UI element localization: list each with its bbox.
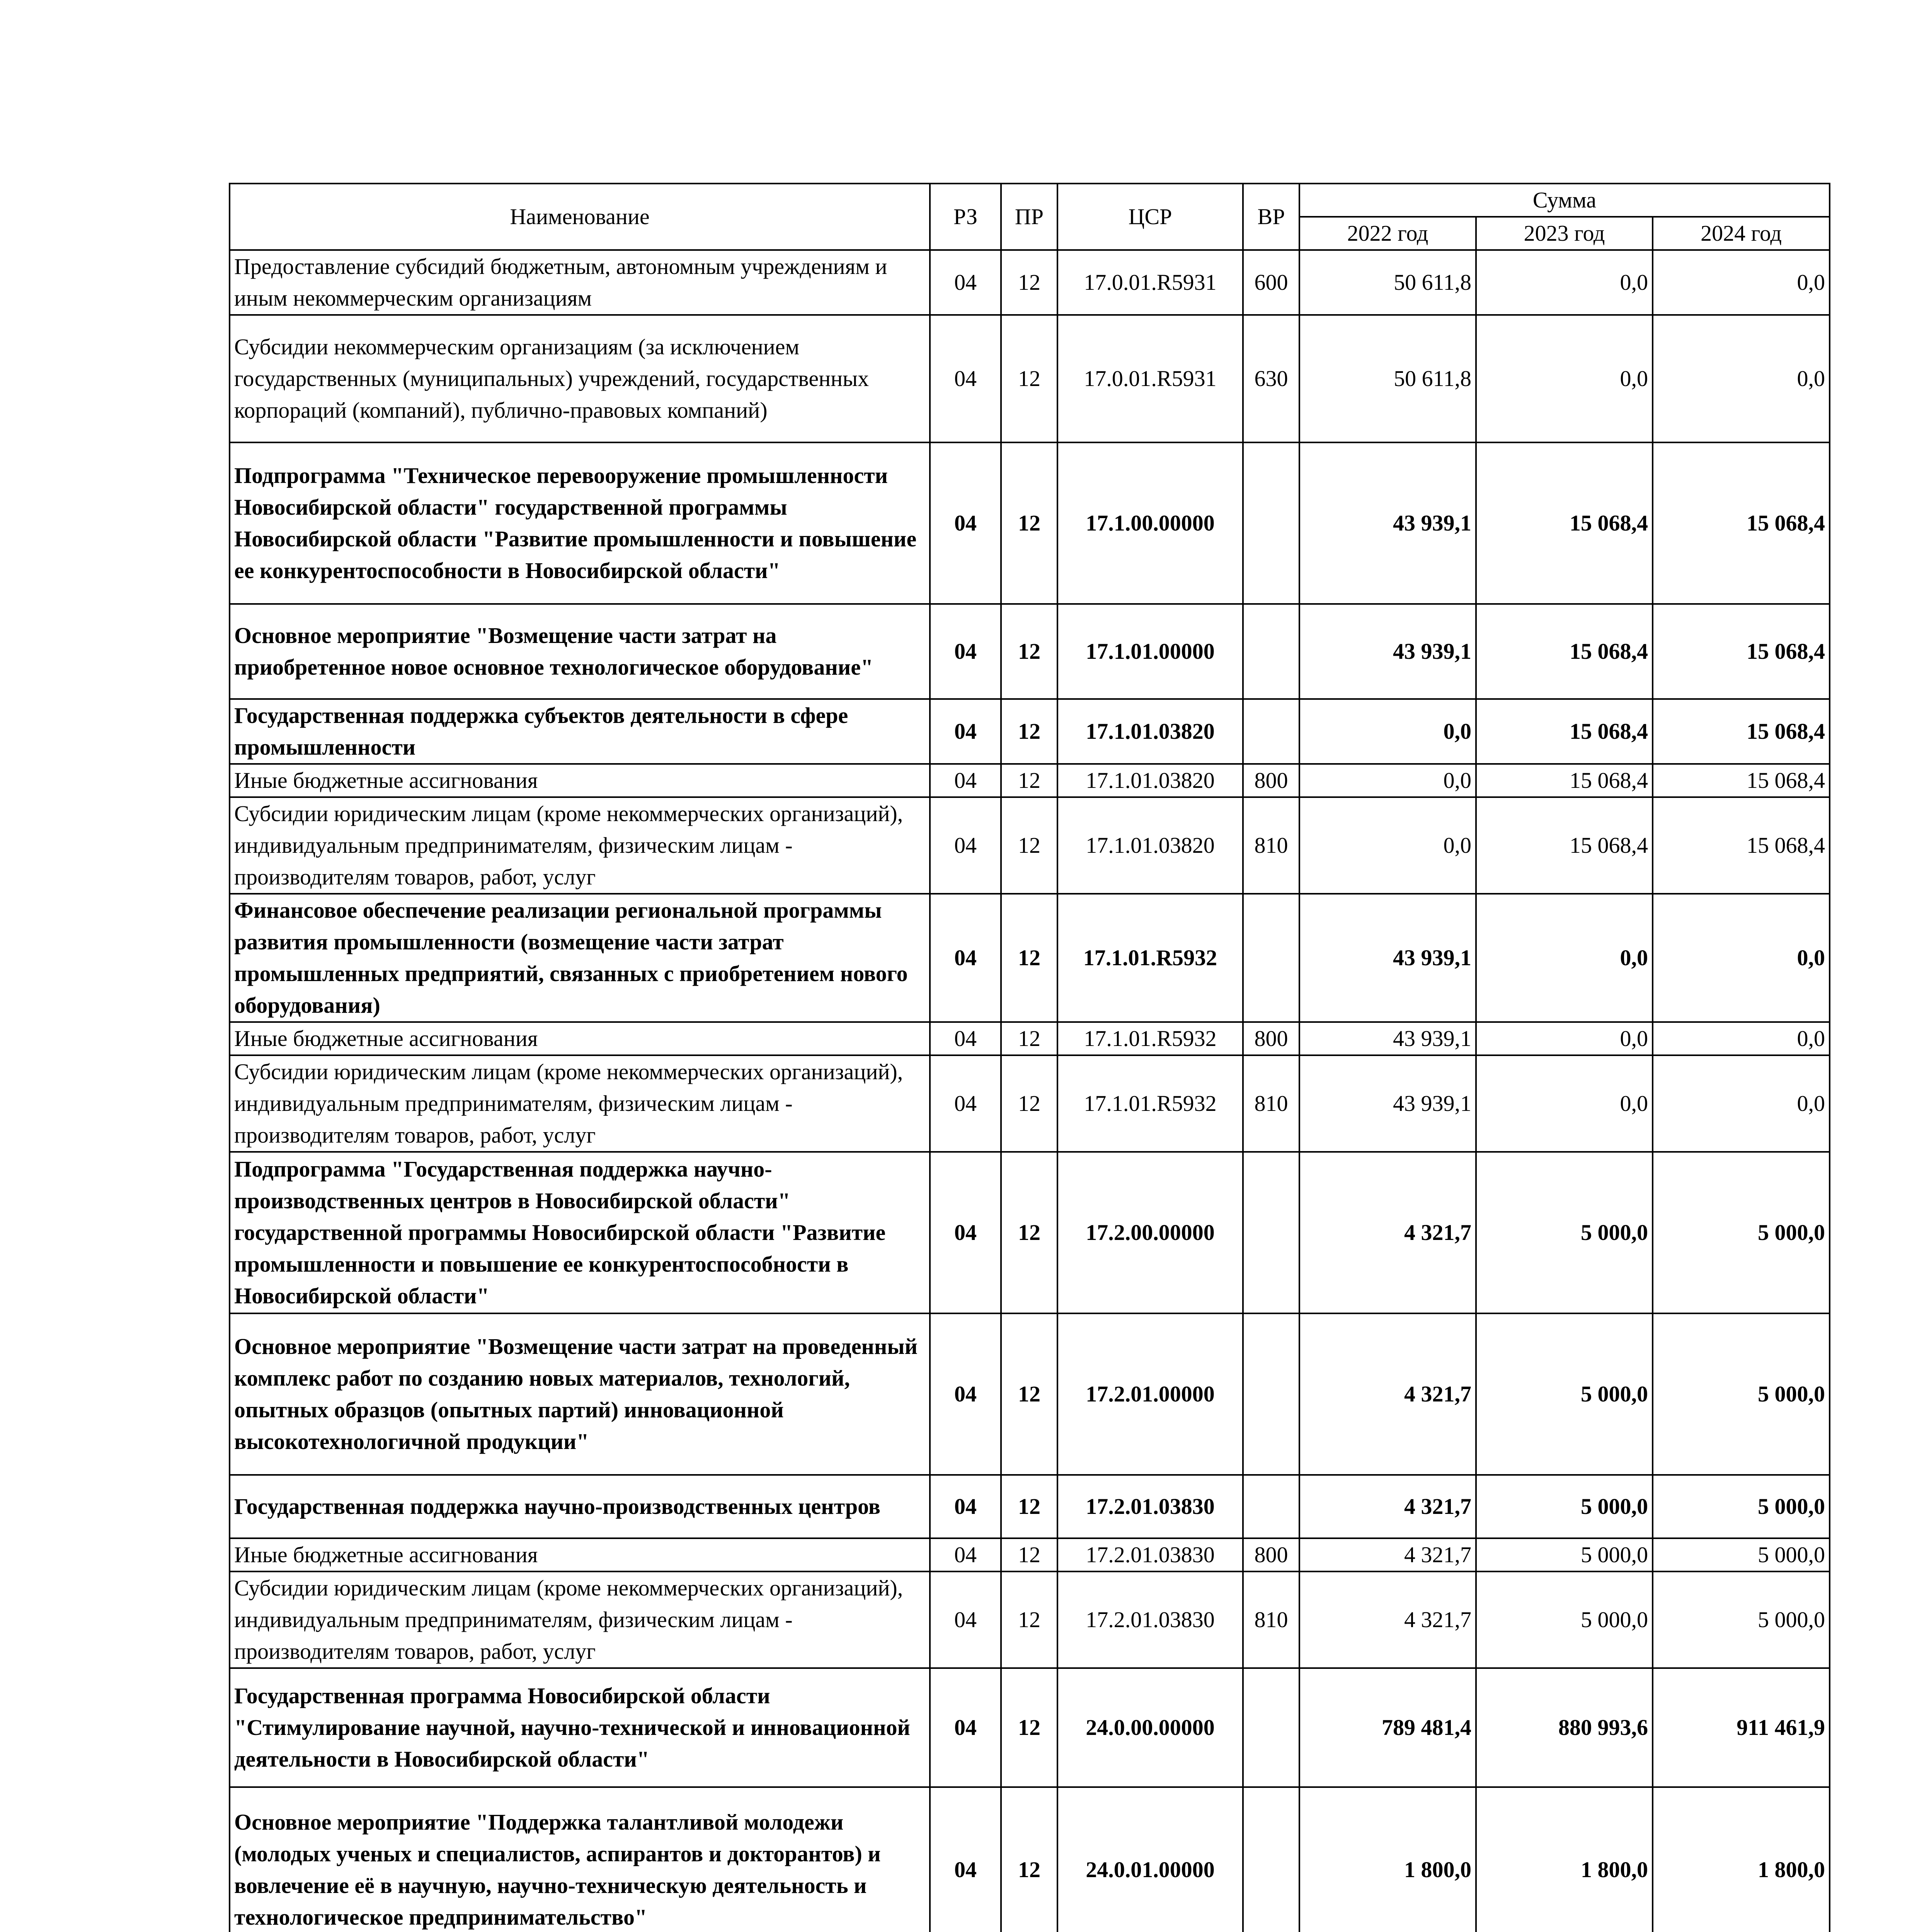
cell-2022: 4 321,7 bbox=[1299, 1152, 1476, 1313]
table-row bbox=[230, 1538, 1830, 1571]
cell-csr: 17.2.00.00000 bbox=[1057, 1152, 1243, 1313]
cell-rz: 04 bbox=[930, 1313, 1001, 1475]
cell-vr: 800 bbox=[1243, 764, 1299, 797]
cell-name: Иные бюджетные ассигнования bbox=[230, 1538, 930, 1571]
cell-vr: 810 bbox=[1243, 797, 1299, 894]
cell-name: Подпрограмма "Государственная поддержка научно-производственных центров в Новосибирской области" государственной программы Новосибирской области "Развитие промышленности и повышение ее конкурентоспособности в Новосибирской области" bbox=[230, 1152, 930, 1313]
cell-2023: 15 068,4 bbox=[1476, 442, 1653, 604]
cell-2022: 1 800,0 bbox=[1299, 1787, 1476, 1932]
header-year-2023: 2023 год bbox=[1476, 217, 1653, 250]
cell-csr: 17.2.01.03830 bbox=[1057, 1571, 1243, 1668]
cell-2023: 5 000,0 bbox=[1476, 1571, 1653, 1668]
cell-name: Субсидии юридическим лицам (кроме некоммерческих организаций), индивидуальным предпринимателям, физическим лицам - производителям товаров, работ, услуг bbox=[230, 1571, 930, 1668]
table-row bbox=[230, 1668, 1830, 1787]
cell-2022: 50 611,8 bbox=[1299, 315, 1476, 442]
cell-2023: 5 000,0 bbox=[1476, 1313, 1653, 1475]
cell-2024: 5 000,0 bbox=[1653, 1538, 1830, 1571]
cell-2023: 0,0 bbox=[1476, 250, 1653, 315]
cell-name: Субсидии юридическим лицам (кроме некоммерческих организаций), индивидуальным предпринимателям, физическим лицам - производителям товаров, работ, услуг bbox=[230, 1055, 930, 1152]
table-row bbox=[230, 442, 1830, 604]
cell-vr bbox=[1243, 604, 1299, 699]
cell-vr bbox=[1243, 1787, 1299, 1932]
table-row bbox=[230, 1022, 1830, 1055]
cell-pr: 12 bbox=[1001, 1022, 1057, 1055]
cell-2023: 0,0 bbox=[1476, 1022, 1653, 1055]
cell-2023: 5 000,0 bbox=[1476, 1475, 1653, 1538]
cell-name: Основное мероприятие "Возмещение части затрат на приобретенное новое основное технологическое оборудование" bbox=[230, 604, 930, 699]
cell-rz: 04 bbox=[930, 1571, 1001, 1668]
cell-rz: 04 bbox=[930, 1787, 1001, 1932]
cell-rz: 04 bbox=[930, 1538, 1001, 1571]
cell-vr bbox=[1243, 1152, 1299, 1313]
cell-2024: 15 068,4 bbox=[1653, 604, 1830, 699]
cell-pr: 12 bbox=[1001, 699, 1057, 764]
cell-name: Государственная поддержка субъектов деятельности в сфере промышленности bbox=[230, 699, 930, 764]
cell-csr: 17.2.01.03830 bbox=[1057, 1538, 1243, 1571]
cell-2024: 15 068,4 bbox=[1653, 699, 1830, 764]
cell-2024: 0,0 bbox=[1653, 1022, 1830, 1055]
cell-rz: 04 bbox=[930, 250, 1001, 315]
cell-2023: 880 993,6 bbox=[1476, 1668, 1653, 1787]
header-year-2022: 2022 год bbox=[1299, 217, 1476, 250]
cell-2024: 15 068,4 bbox=[1653, 764, 1830, 797]
cell-pr: 12 bbox=[1001, 797, 1057, 894]
cell-pr: 12 bbox=[1001, 894, 1057, 1022]
cell-pr: 12 bbox=[1001, 1313, 1057, 1475]
cell-pr: 12 bbox=[1001, 604, 1057, 699]
cell-vr: 800 bbox=[1243, 1538, 1299, 1571]
header-pr: ПР bbox=[1001, 184, 1057, 250]
cell-pr: 12 bbox=[1001, 1055, 1057, 1152]
cell-name: Иные бюджетные ассигнования bbox=[230, 1022, 930, 1055]
cell-pr: 12 bbox=[1001, 764, 1057, 797]
cell-vr bbox=[1243, 894, 1299, 1022]
header-csr: ЦСР bbox=[1057, 184, 1243, 250]
cell-name: Основное мероприятие "Возмещение части затрат на проведенный комплекс работ по созданию новых материалов, технологий, опытных образцов (опытных партий) инновационной высокотехнологичной продукции" bbox=[230, 1313, 930, 1475]
cell-rz: 04 bbox=[930, 1152, 1001, 1313]
cell-2024: 5 000,0 bbox=[1653, 1475, 1830, 1538]
cell-name: Субсидии некоммерческим организациям (за исключением государственных (муниципальных) учреждений, государственных корпораций (компаний), публично-правовых компаний) bbox=[230, 315, 930, 442]
cell-pr: 12 bbox=[1001, 315, 1057, 442]
cell-rz: 04 bbox=[930, 1055, 1001, 1152]
budget-table bbox=[229, 183, 1830, 1932]
cell-name: Основное мероприятие "Поддержка талантливой молодежи (молодых ученых и специалистов, аспирантов и докторантов) и вовлечение её в научную, научно-техническую деятельность и технологическое предпринимательство" bbox=[230, 1787, 930, 1932]
cell-pr: 12 bbox=[1001, 250, 1057, 315]
cell-rz: 04 bbox=[930, 315, 1001, 442]
cell-2022: 789 481,4 bbox=[1299, 1668, 1476, 1787]
cell-2023: 15 068,4 bbox=[1476, 764, 1653, 797]
cell-2022: 0,0 bbox=[1299, 699, 1476, 764]
cell-csr: 17.1.01.R5932 bbox=[1057, 1055, 1243, 1152]
header-sum: Сумма bbox=[1299, 184, 1830, 217]
cell-name: Предоставление субсидий бюджетным, автономным учреждениям и иным некоммерческим организациям bbox=[230, 250, 930, 315]
cell-2023: 0,0 bbox=[1476, 1055, 1653, 1152]
cell-vr: 810 bbox=[1243, 1055, 1299, 1152]
cell-rz: 04 bbox=[930, 604, 1001, 699]
table-row bbox=[230, 1313, 1830, 1475]
cell-csr: 17.2.01.00000 bbox=[1057, 1313, 1243, 1475]
cell-vr bbox=[1243, 1475, 1299, 1538]
table-header bbox=[230, 184, 1830, 250]
table-row bbox=[230, 1055, 1830, 1152]
cell-csr: 17.2.01.03830 bbox=[1057, 1475, 1243, 1538]
cell-pr: 12 bbox=[1001, 1668, 1057, 1787]
cell-pr: 12 bbox=[1001, 442, 1057, 604]
cell-rz: 04 bbox=[930, 699, 1001, 764]
cell-vr bbox=[1243, 1668, 1299, 1787]
cell-2022: 4 321,7 bbox=[1299, 1571, 1476, 1668]
cell-name: Финансовое обеспечение реализации региональной программы развития промышленности (возмещение части затрат промышленных предприятий, связанных с приобретением нового оборудования) bbox=[230, 894, 930, 1022]
cell-2024: 5 000,0 bbox=[1653, 1571, 1830, 1668]
cell-rz: 04 bbox=[930, 797, 1001, 894]
cell-pr: 12 bbox=[1001, 1571, 1057, 1668]
cell-2024: 911 461,9 bbox=[1653, 1668, 1830, 1787]
header-year-2024: 2024 год bbox=[1653, 217, 1830, 250]
cell-pr: 12 bbox=[1001, 1475, 1057, 1538]
table-row bbox=[230, 699, 1830, 764]
cell-2022: 4 321,7 bbox=[1299, 1538, 1476, 1571]
header-rz: РЗ bbox=[930, 184, 1001, 250]
cell-pr: 12 bbox=[1001, 1538, 1057, 1571]
cell-2022: 50 611,8 bbox=[1299, 250, 1476, 315]
cell-pr: 12 bbox=[1001, 1152, 1057, 1313]
cell-csr: 17.1.01.00000 bbox=[1057, 604, 1243, 699]
table-row bbox=[230, 250, 1830, 315]
cell-csr: 17.0.01.R5931 bbox=[1057, 250, 1243, 315]
cell-2024: 0,0 bbox=[1653, 894, 1830, 1022]
cell-2023: 5 000,0 bbox=[1476, 1538, 1653, 1571]
cell-2022: 43 939,1 bbox=[1299, 894, 1476, 1022]
cell-rz: 04 bbox=[930, 1668, 1001, 1787]
cell-2023: 15 068,4 bbox=[1476, 604, 1653, 699]
cell-rz: 04 bbox=[930, 442, 1001, 604]
cell-vr bbox=[1243, 1313, 1299, 1475]
cell-2022: 43 939,1 bbox=[1299, 1022, 1476, 1055]
cell-rz: 04 bbox=[930, 1022, 1001, 1055]
cell-csr: 17.1.01.03820 bbox=[1057, 764, 1243, 797]
cell-2022: 4 321,7 bbox=[1299, 1313, 1476, 1475]
cell-2022: 43 939,1 bbox=[1299, 604, 1476, 699]
cell-2023: 15 068,4 bbox=[1476, 699, 1653, 764]
cell-csr: 17.1.01.R5932 bbox=[1057, 894, 1243, 1022]
header-vr: ВР bbox=[1243, 184, 1299, 250]
table-row bbox=[230, 1475, 1830, 1538]
header-name: Наименование bbox=[230, 184, 930, 250]
table-row bbox=[230, 315, 1830, 442]
table-row bbox=[230, 604, 1830, 699]
cell-2024: 0,0 bbox=[1653, 1055, 1830, 1152]
cell-name: Субсидии юридическим лицам (кроме некоммерческих организаций), индивидуальным предпринимателям, физическим лицам - производителям товаров, работ, услуг bbox=[230, 797, 930, 894]
cell-2023: 5 000,0 bbox=[1476, 1152, 1653, 1313]
cell-2022: 0,0 bbox=[1299, 797, 1476, 894]
cell-csr: 17.1.01.03820 bbox=[1057, 699, 1243, 764]
cell-2022: 0,0 bbox=[1299, 764, 1476, 797]
cell-rz: 04 bbox=[930, 764, 1001, 797]
cell-2022: 43 939,1 bbox=[1299, 442, 1476, 604]
cell-2024: 15 068,4 bbox=[1653, 797, 1830, 894]
cell-csr: 17.1.01.03820 bbox=[1057, 797, 1243, 894]
cell-vr bbox=[1243, 699, 1299, 764]
table-row bbox=[230, 797, 1830, 894]
cell-2024: 0,0 bbox=[1653, 315, 1830, 442]
table-row bbox=[230, 1787, 1830, 1932]
cell-pr: 12 bbox=[1001, 1787, 1057, 1932]
cell-csr: 24.0.00.00000 bbox=[1057, 1668, 1243, 1787]
cell-2024: 5 000,0 bbox=[1653, 1313, 1830, 1475]
cell-vr bbox=[1243, 442, 1299, 604]
table-row bbox=[230, 1152, 1830, 1313]
cell-2024: 1 800,0 bbox=[1653, 1787, 1830, 1932]
table-row bbox=[230, 764, 1830, 797]
cell-csr: 17.1.01.R5932 bbox=[1057, 1022, 1243, 1055]
table-row bbox=[230, 894, 1830, 1022]
cell-csr: 24.0.01.00000 bbox=[1057, 1787, 1243, 1932]
cell-2024: 15 068,4 bbox=[1653, 442, 1830, 604]
cell-name: Иные бюджетные ассигнования bbox=[230, 764, 930, 797]
cell-2022: 4 321,7 bbox=[1299, 1475, 1476, 1538]
cell-2023: 0,0 bbox=[1476, 894, 1653, 1022]
cell-2022: 43 939,1 bbox=[1299, 1055, 1476, 1152]
cell-2024: 0,0 bbox=[1653, 250, 1830, 315]
cell-vr: 810 bbox=[1243, 1571, 1299, 1668]
cell-2023: 1 800,0 bbox=[1476, 1787, 1653, 1932]
cell-2024: 5 000,0 bbox=[1653, 1152, 1830, 1313]
table-body bbox=[230, 250, 1830, 1932]
cell-name: Государственная поддержка научно-производственных центров bbox=[230, 1475, 930, 1538]
cell-name: Подпрограмма "Техническое перевооружение промышленности Новосибирской области" государственной программы Новосибирской области "Развитие промышленности и повышение ее конкурентоспособности в Новосибирской области" bbox=[230, 442, 930, 604]
cell-csr: 17.0.01.R5931 bbox=[1057, 315, 1243, 442]
cell-vr: 600 bbox=[1243, 250, 1299, 315]
table-row bbox=[230, 1571, 1830, 1668]
cell-2023: 0,0 bbox=[1476, 315, 1653, 442]
cell-name: Государственная программа Новосибирской области "Стимулирование научной, научно-технической и инновационной деятельности в Новосибирской области" bbox=[230, 1668, 930, 1787]
cell-vr: 630 bbox=[1243, 315, 1299, 442]
cell-rz: 04 bbox=[930, 894, 1001, 1022]
cell-2023: 15 068,4 bbox=[1476, 797, 1653, 894]
cell-rz: 04 bbox=[930, 1475, 1001, 1538]
cell-csr: 17.1.00.00000 bbox=[1057, 442, 1243, 604]
cell-vr: 800 bbox=[1243, 1022, 1299, 1055]
